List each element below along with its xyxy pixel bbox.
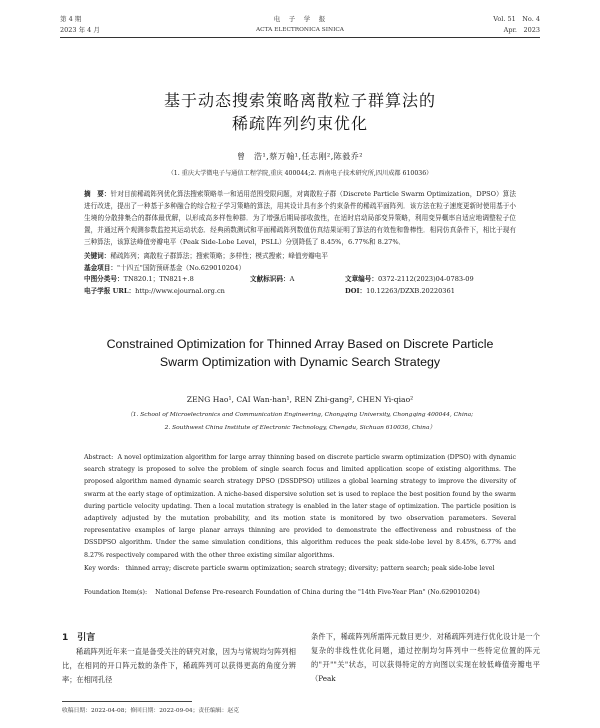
abstract-en-label: Abstract: <box>84 454 114 461</box>
journal-url <box>84 286 225 297</box>
title-cn-line-2: 稀疏阵列约束优化 <box>231 114 368 133</box>
fund-cn-label: 基金项目： <box>84 264 117 272</box>
keywords-cn <box>84 250 516 262</box>
article-number <box>345 274 474 285</box>
clc-label: 中图分类号： <box>84 275 124 283</box>
doccode-label: 文献标识码： <box>250 275 290 283</box>
issue-date: 2023 年 4 月 <box>60 26 100 34</box>
abstract-en-text: A novel optimization algorithm for large array thinning based on discrete particle swarm optimization (DPSO) with dynamic search strategy is proposed to solve the problem of single search focus and limited application scope of existing algorithms. The proposed algorithm named dynamic search strategy DPSO (DSSDPSO) utilizes a global learning strategy to improve the diversity of swarm at the early stage of optimization. A niche-based dispersive solution set is used to replace the best position found by the swarm during particle velocity updating. Then a local mutation strategy is enabled in the later stage of optimization. The particle position is adaptively adjusted by the mutation probability, and its motion state is monitored by two observation parameters. Several representative examples of large planar arrays thinning are provided to demonstrate the effectiveness and robustness of the DSSDPSO algorithm. Under the same simulation conditions, this algorithm reduces the peak side-lobe level by 8.45%, 6.77% and 8.27% respectively compared with the other three existing similar algorithms. <box>84 454 516 559</box>
doccode-value: A <box>289 275 295 283</box>
fund-en <box>84 587 516 599</box>
url-value[interactable]: http://www.ejournal.org.cn <box>135 287 225 295</box>
keywords-en-label: Key words: <box>84 565 120 572</box>
title-cn <box>60 89 540 135</box>
section-1-heading: 1 引言 <box>62 633 96 643</box>
authors-en: ZENG Hao¹, CAI Wan-han¹, REN Zhi-gang², CHEN Yi-qiao² <box>186 395 414 404</box>
keywords-cn-label: 关键词： <box>84 252 111 260</box>
abstract-cn <box>84 188 516 248</box>
doi-value[interactable]: 10.12263/DZXB.20220361 <box>366 287 455 295</box>
fund-cn <box>84 262 516 274</box>
volume-number: Vol. 51 No. 4 <box>493 15 540 23</box>
doi-label: DOI： <box>345 287 367 295</box>
fund-en-label: Foundation Item(s): <box>84 589 148 596</box>
authors-cn: 曾 浩¹,蔡万翰¹,任志刚²,陈毅乔² <box>237 152 363 161</box>
footnote-rule <box>62 701 192 702</box>
articleno-value: 0372-2112(2023)04-0783-09 <box>377 275 474 283</box>
keywords-cn-text: 稀疏阵列；离散粒子群算法；搜索策略；多样性；模式搜索；峰值旁瓣电平 <box>110 252 328 260</box>
title-en <box>50 336 550 371</box>
doi <box>345 286 455 297</box>
keywords-en-text: thinned array; discrete particle swarm optimization; search strategy; diversity; pattern search; peak side-lobe level <box>125 565 495 572</box>
received-dates: 收稿日期：2022-04-08；修回日期：2022-09-04；责任编辑：赵克 <box>62 708 239 714</box>
articleno-label: 文章编号： <box>345 275 378 283</box>
fund-cn-text: "十四五"国防预研基金（No.629010204） <box>116 264 246 272</box>
affiliation-en <box>60 409 540 435</box>
journal-name-cn: 电 子 学 报 <box>273 15 327 23</box>
keywords-en <box>84 563 516 575</box>
section-1-right-column: 条件下，稀疏阵列所需阵元数目更少．对稀疏阵列进行优化设计是一个复杂的非线性优化问题，通过控制均匀阵列中一些特定位置的阵元的"开""关"状态，可以获得特定的方向图以实现在较低峰值旁瓣电平（Peak <box>311 632 540 683</box>
section-1-left-column: 稀疏阵列近年来一直是备受关注的研究对象，因为与常规均匀阵列相比，在相同的开口阵元数的条件下，稀疏阵列可以获得更高的角度分辨率；在相同孔径 <box>62 647 296 684</box>
affiliation-en-line-2: 2. Southwest China Institute of Electronic Technology, Chengdu, Sichuan 610036, China） <box>164 425 436 431</box>
abstract-cn-label: 摘 要： <box>84 190 111 198</box>
issue-date-en: Apr. 2023 <box>503 26 540 34</box>
abstract-en <box>84 452 516 562</box>
journal-name-en: ACTA ELECTRONICA SINICA <box>255 27 344 33</box>
url-label: 电子学报 URL： <box>84 287 136 295</box>
title-cn-line-1: 基于动态搜索策略离散粒子群算法的 <box>163 91 436 110</box>
issue-number: 第 4 期 <box>60 15 82 23</box>
title-en-line-2: Swarm Optimization with Dynamic Search Strategy <box>159 354 441 369</box>
affiliation-en-line-1: （1. School of Microelectronics and Communication Engineering, Chongqing University, Chongqing 400044, China; <box>126 412 474 418</box>
header-rule <box>60 37 540 38</box>
document-code <box>250 274 294 285</box>
affiliation-cn: （1. 重庆大学微电子与通信工程学院,重庆 400044;2. 西南电子技术研究所,四川成都 610036） <box>167 170 433 177</box>
clc-number <box>84 274 194 285</box>
fund-en-text: National Defense Pre-research Foundation of China during the "14th Five-Year Plan" (No.629010204) <box>155 589 480 596</box>
abstract-cn-text: 针对目前稀疏阵列优化算法搜索策略单一和适用范围受限问题，对离散粒子群（Discrete Particle Swarm Optimization，DPSO）算法进行改进，提出了一种基于多种融合的综合粒子学习策略的算法，用其设计具有多个约束条件的稀疏平面阵列．该方法在粒子速度更新时使用基于小生境的分散排集合的群体最优解，以形成高多样性种群．为了增强后期局部收敛性，在适时启动局部变异策略，利用变异概率自适应地调整粒子位置，并通过两个观测参数监控其运动状态．经典函数测试和平面稀疏阵列数值仿真结果证明了算法的有效性和鲁棒性．相同仿真条件下，相比于现有三种算法，该算法峰值旁瓣电平（Peak Side-Lobe Level，PSLL）分别降低了 8.45%，6.77%和 8.27%． <box>84 190 516 246</box>
title-en-line-1: Constrained Optimization for Thinned Array Based on Discrete Particle <box>106 337 494 351</box>
clc-value: TN820.1；TN821+.8 <box>123 275 194 283</box>
